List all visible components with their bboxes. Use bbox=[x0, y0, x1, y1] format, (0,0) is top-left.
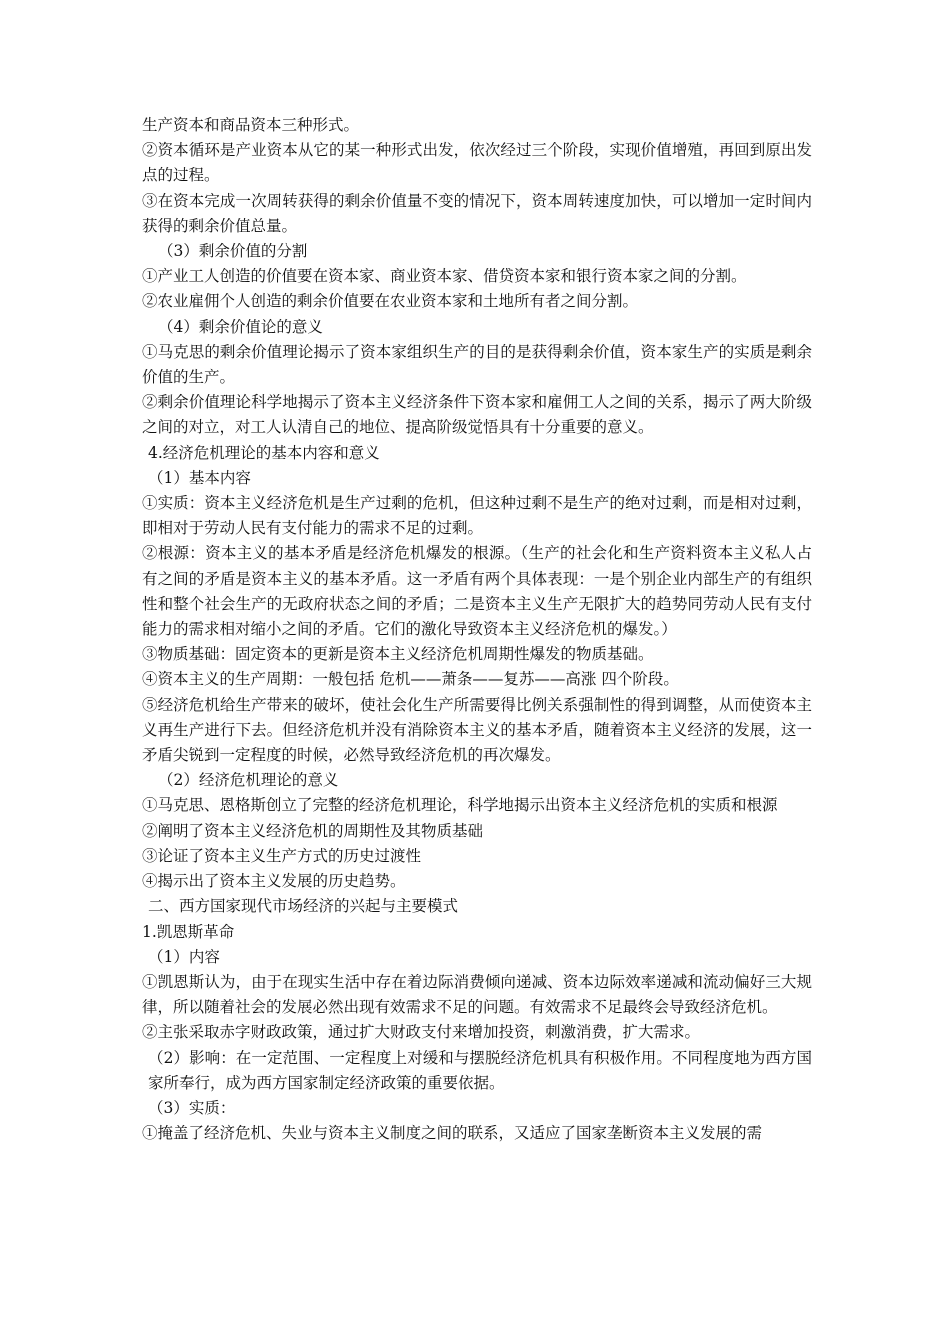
heading-keynesian-revolution: 1.凯恩斯革命 bbox=[142, 922, 235, 941]
paragraph-crisis-essence: ①实质：资本主义经济危机是生产过剩的危机，但这种过剩不是生产的绝对过剩，而是相对过剩，即相对于劳动人民有支付能力的需求不足的过剩。 bbox=[142, 494, 812, 538]
paragraph-agricultural-workers: ②农业雇佣个人创造的剩余价值要在农业资本家和土地所有者之间分割。 bbox=[142, 292, 639, 311]
document-page bbox=[142, 113, 812, 1146]
paragraph-industrial-workers: ①产业工人创造的价值要在资本家、商业资本家、借贷资本家和银行资本家之间的分割。 bbox=[142, 267, 747, 286]
paragraph-capital-circulation: ②资本循环是产业资本从它的某一种形式出发，依次经过三个阶段，实现价值增殖，再回到原出发点的过程。 bbox=[142, 141, 812, 185]
paragraph-concealment: ①掩盖了经济危机、失业与资本主义制度之间的联系，又适应了国家垄断资本主义发展的需 bbox=[142, 1124, 763, 1143]
subheading-surplus-value-significance: （4）剩余价值论的意义 bbox=[158, 317, 323, 336]
paragraph-historical-transition: ③论证了资本主义生产方式的历史过渡性 bbox=[142, 846, 422, 865]
paragraph-crisis-effects: ⑤经济危机给生产带来的破坏，使社会化生产所需要得比例关系强制性的得到调整，从而使资本主义再生产进行下去。但经济危机并没有消除资本主义的基本矛盾，随着资本主义经济的发展，这一矛盾尖锐到一定程度的时候，必然导致经济危机的再次爆发。 bbox=[142, 695, 812, 765]
paragraph-continuation: 生产资本和商品资本三种形式。 bbox=[142, 116, 360, 134]
paragraph-periodicity: ②阐明了资本主义经济危机的周期性及其物质基础 bbox=[142, 821, 484, 840]
paragraph-crisis-root: ②根源：资本主义的基本矛盾是经济危机爆发的根源。（生产的社会化和生产资料资本主义私人占有之间的矛盾是资本主义的基本矛盾。这一矛盾有两个具体表现：一是个别企业内部生产的有组织性和整个社会生产的无政府状态之间的矛盾；二是资本主义生产无限扩大的趋势同劳动人民有支付能力的需求相对缩小之间的矛盾。它们的激化导致资本主义经济危机的爆发。） bbox=[142, 544, 812, 639]
paragraph-keynes-view: ①凯恩斯认为，由于在现实生活中存在着边际消费倾向递减、资本边际效率递减和流动偏好三大规律，所以随着社会的发展必然出现有效需求不足的问题。有效需求不足最终会导致经济危机。 bbox=[142, 972, 812, 1017]
paragraph-marx-surplus-value: ①马克思的剩余价值理论揭示了资本家组织生产的目的是获得剩余价值，资本家生产的实质是剩余价值的生产。 bbox=[142, 342, 812, 387]
paragraph-deficit-policy: ②主张采取赤字财政政策，通过扩大财政支付来增加投资，刺激消费，扩大需求。 bbox=[142, 1023, 701, 1042]
paragraph-material-basis: ③物质基础：固定资本的更新是资本主义经济危机周期性爆发的物质基础。 bbox=[142, 645, 654, 664]
paragraph-influence: （2）影响：在一定范围、一定程度上对缓和与摆脱经济危机具有积极作用。不同程度地为西方国家所奉行，成为西方国家制定经济政策的重要依据。 bbox=[148, 1048, 812, 1092]
paragraph-historical-trend: ④揭示出了资本主义发展的历史趋势。 bbox=[142, 872, 406, 891]
subheading-crisis-theory-significance: （2）经济危机理论的意义 bbox=[158, 771, 339, 790]
heading-economic-crisis-theory: 4.经济危机理论的基本内容和意义 bbox=[148, 443, 380, 462]
paragraph-marx-engels-theory: ①马克思、恩格斯创立了完整的经济危机理论，科学地揭示出资本主义经济危机的实质和根源 bbox=[142, 796, 778, 815]
subheading-essence: （3）实质： bbox=[148, 1098, 236, 1117]
paragraph-capital-turnover: ③在资本完成一次周转获得的剩余价值量不变的情况下，资本周转速度加快，可以增加一定时间内获得的剩余价值总量。 bbox=[142, 191, 812, 235]
heading-western-market-economy: 二、西方国家现代市场经济的兴起与主要模式 bbox=[148, 897, 459, 916]
paragraph-production-cycle: ④资本主义的生产周期：一般包括 危机——萧条——复苏——高涨 四个阶段。 bbox=[142, 670, 679, 689]
subheading-content: （1）内容 bbox=[148, 947, 220, 966]
subheading-basic-content: （1）基本内容 bbox=[148, 468, 251, 487]
subheading-surplus-value-division: （3）剩余价值的分割 bbox=[158, 242, 308, 261]
paragraph-class-relations: ②剩余价值理论科学地揭示了资本主义经济条件下资本家和雇佣工人之间的关系，揭示了两大阶级之间的对立，对工人认清自己的地位、提高阶级觉悟具有十分重要的意义。 bbox=[142, 393, 812, 437]
